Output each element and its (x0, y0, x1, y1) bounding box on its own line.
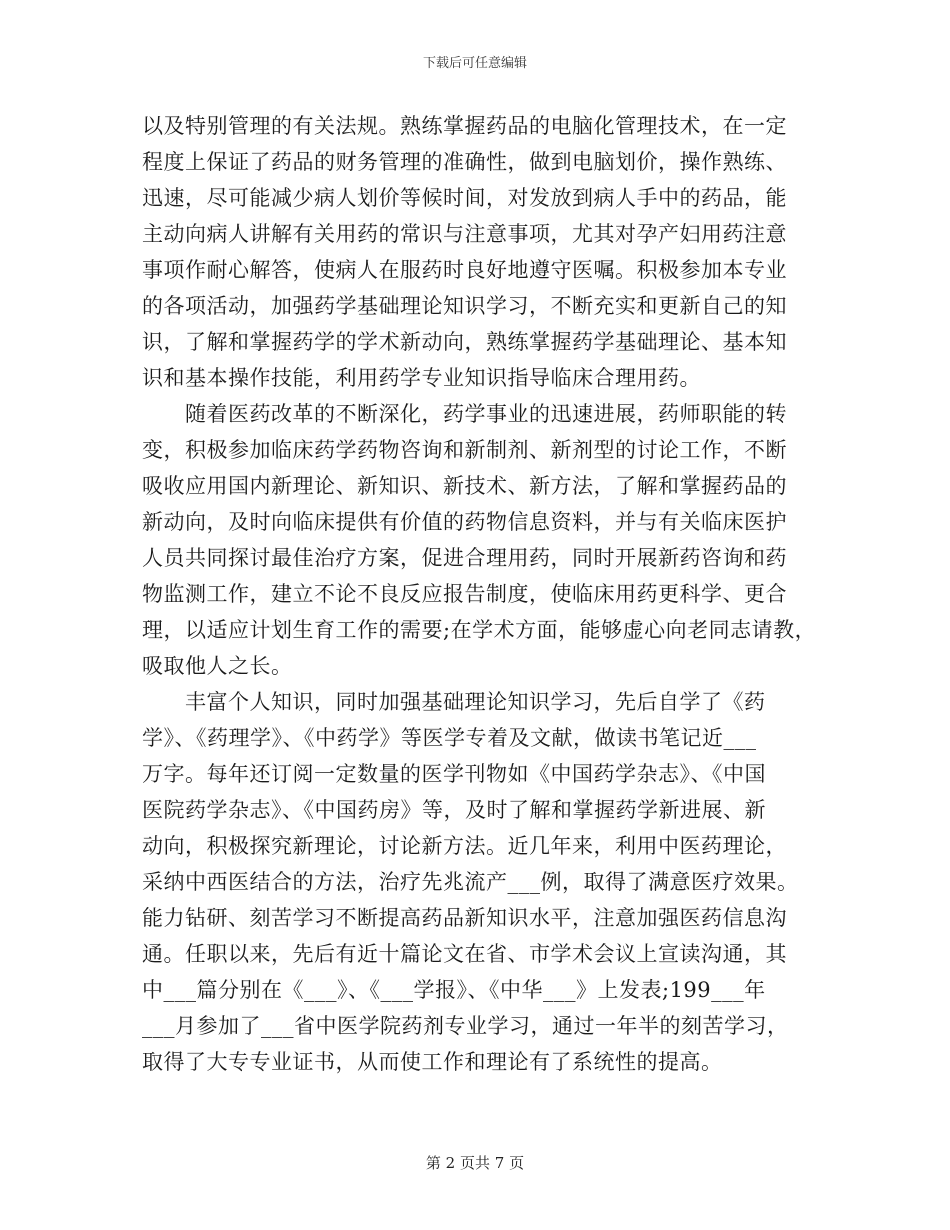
page-number: 第 2 页共 7 页 (425, 1154, 525, 1172)
text-line: 事项作耐心解答，使病人在服药时良好地遵守医嘱。积极参加本专业 (142, 258, 787, 282)
text-line: 通。任职以来，先后有近十篇论文在省、市学术会议上宣读沟通，其 (142, 942, 787, 966)
text-line: 识，了解和掌握药学的学术新动向，熟练掌握药学基础理论、基本知 (142, 330, 787, 354)
text-line: 吸取他人之长。 (142, 654, 293, 678)
text-line: ___月参加了___省中医学院药剂专业学习，通过一年半的刻苦学习， (142, 1014, 789, 1038)
text-line: 能力钻研、刻苦学习不断提高药品新知识水平，注意加强医药信息沟 (142, 906, 787, 930)
text-line: 主动向病人讲解有关用药的常识与注意事项，尤其对孕产妇用药注意 (142, 222, 787, 246)
document-body (142, 108, 817, 1080)
text-line: 采纳中西医结合的方法，治疗先兆流产___例，取得了满意医疗效果。 (142, 870, 799, 894)
text-line: 丰富个人知识，同时加强基础理论知识学习，先后自学了《药 (142, 690, 766, 714)
text-line: 随着医药改革的不断深化，药学事业的迅速进展，药师职能的转 (142, 402, 787, 426)
text-line: 人员共同探讨最佳治疗方案，促进合理用药，同时开展新药咨询和药 (142, 546, 787, 570)
text-line: 吸收应用国内新理论、新知识、新技术、新方法，了解和掌握药品的 (142, 474, 787, 498)
paragraph-1 (142, 108, 810, 396)
text-line: 动向，积极探究新理论，讨论新方法。近几年来，利用中医药理论， (142, 834, 787, 858)
text-line: 物监测工作，建立不论不良反应报告制度，使临床用药更科学、更合 (142, 582, 787, 606)
text-line: 迅速，尽可能减少病人划价等候时间，对发放到病人手中的药品，能 (142, 186, 787, 210)
text-line: 的各项活动，加强药学基础理论知识学习，不断充实和更新自己的知 (142, 294, 787, 318)
text-line: 学》、《药理学》、《中药学》等医学专着及文献，做读书笔记近___ (142, 726, 757, 750)
text-line: 程度上保证了药品的财务管理的准确性，做到电脑划价，操作熟练、 (142, 150, 787, 174)
text-line: 万字。每年还订阅一定数量的医学刊物如《中国药学杂志》、《中国 (142, 762, 766, 786)
text-line: 识和基本操作技能，利用药学专业知识指导临床合理用药。 (142, 366, 701, 390)
text-line: 变，积极参加临床药学药物咨询和新制剂、新剂型的讨论工作，不断 (142, 438, 787, 462)
paragraph-3 (142, 684, 810, 1080)
page-header: 下载后可任意编辑 (422, 56, 527, 71)
text-line: 以及特别管理的有关法规。熟练掌握药品的电脑化管理技术，在一定 (142, 114, 787, 138)
paragraph-2 (142, 396, 817, 684)
text-line: 取得了大专专业证书，从而使工作和理论有了系统性的提高。 (142, 1050, 723, 1074)
text-line: 新动向，及时向临床提供有价值的药物信息资料，并与有关临床医护 (142, 510, 787, 534)
text-line: 理，以适应计划生育工作的需要;在学术方面，能够虚心向老同志请教， (142, 618, 817, 642)
text-line: 中___篇分别在《___》、《___学报》、《中华___》上发表;199___年 (142, 978, 766, 1002)
text-line: 医院药学杂志》、《中国药房》等，及时了解和掌握药学新进展、新 (142, 798, 766, 822)
